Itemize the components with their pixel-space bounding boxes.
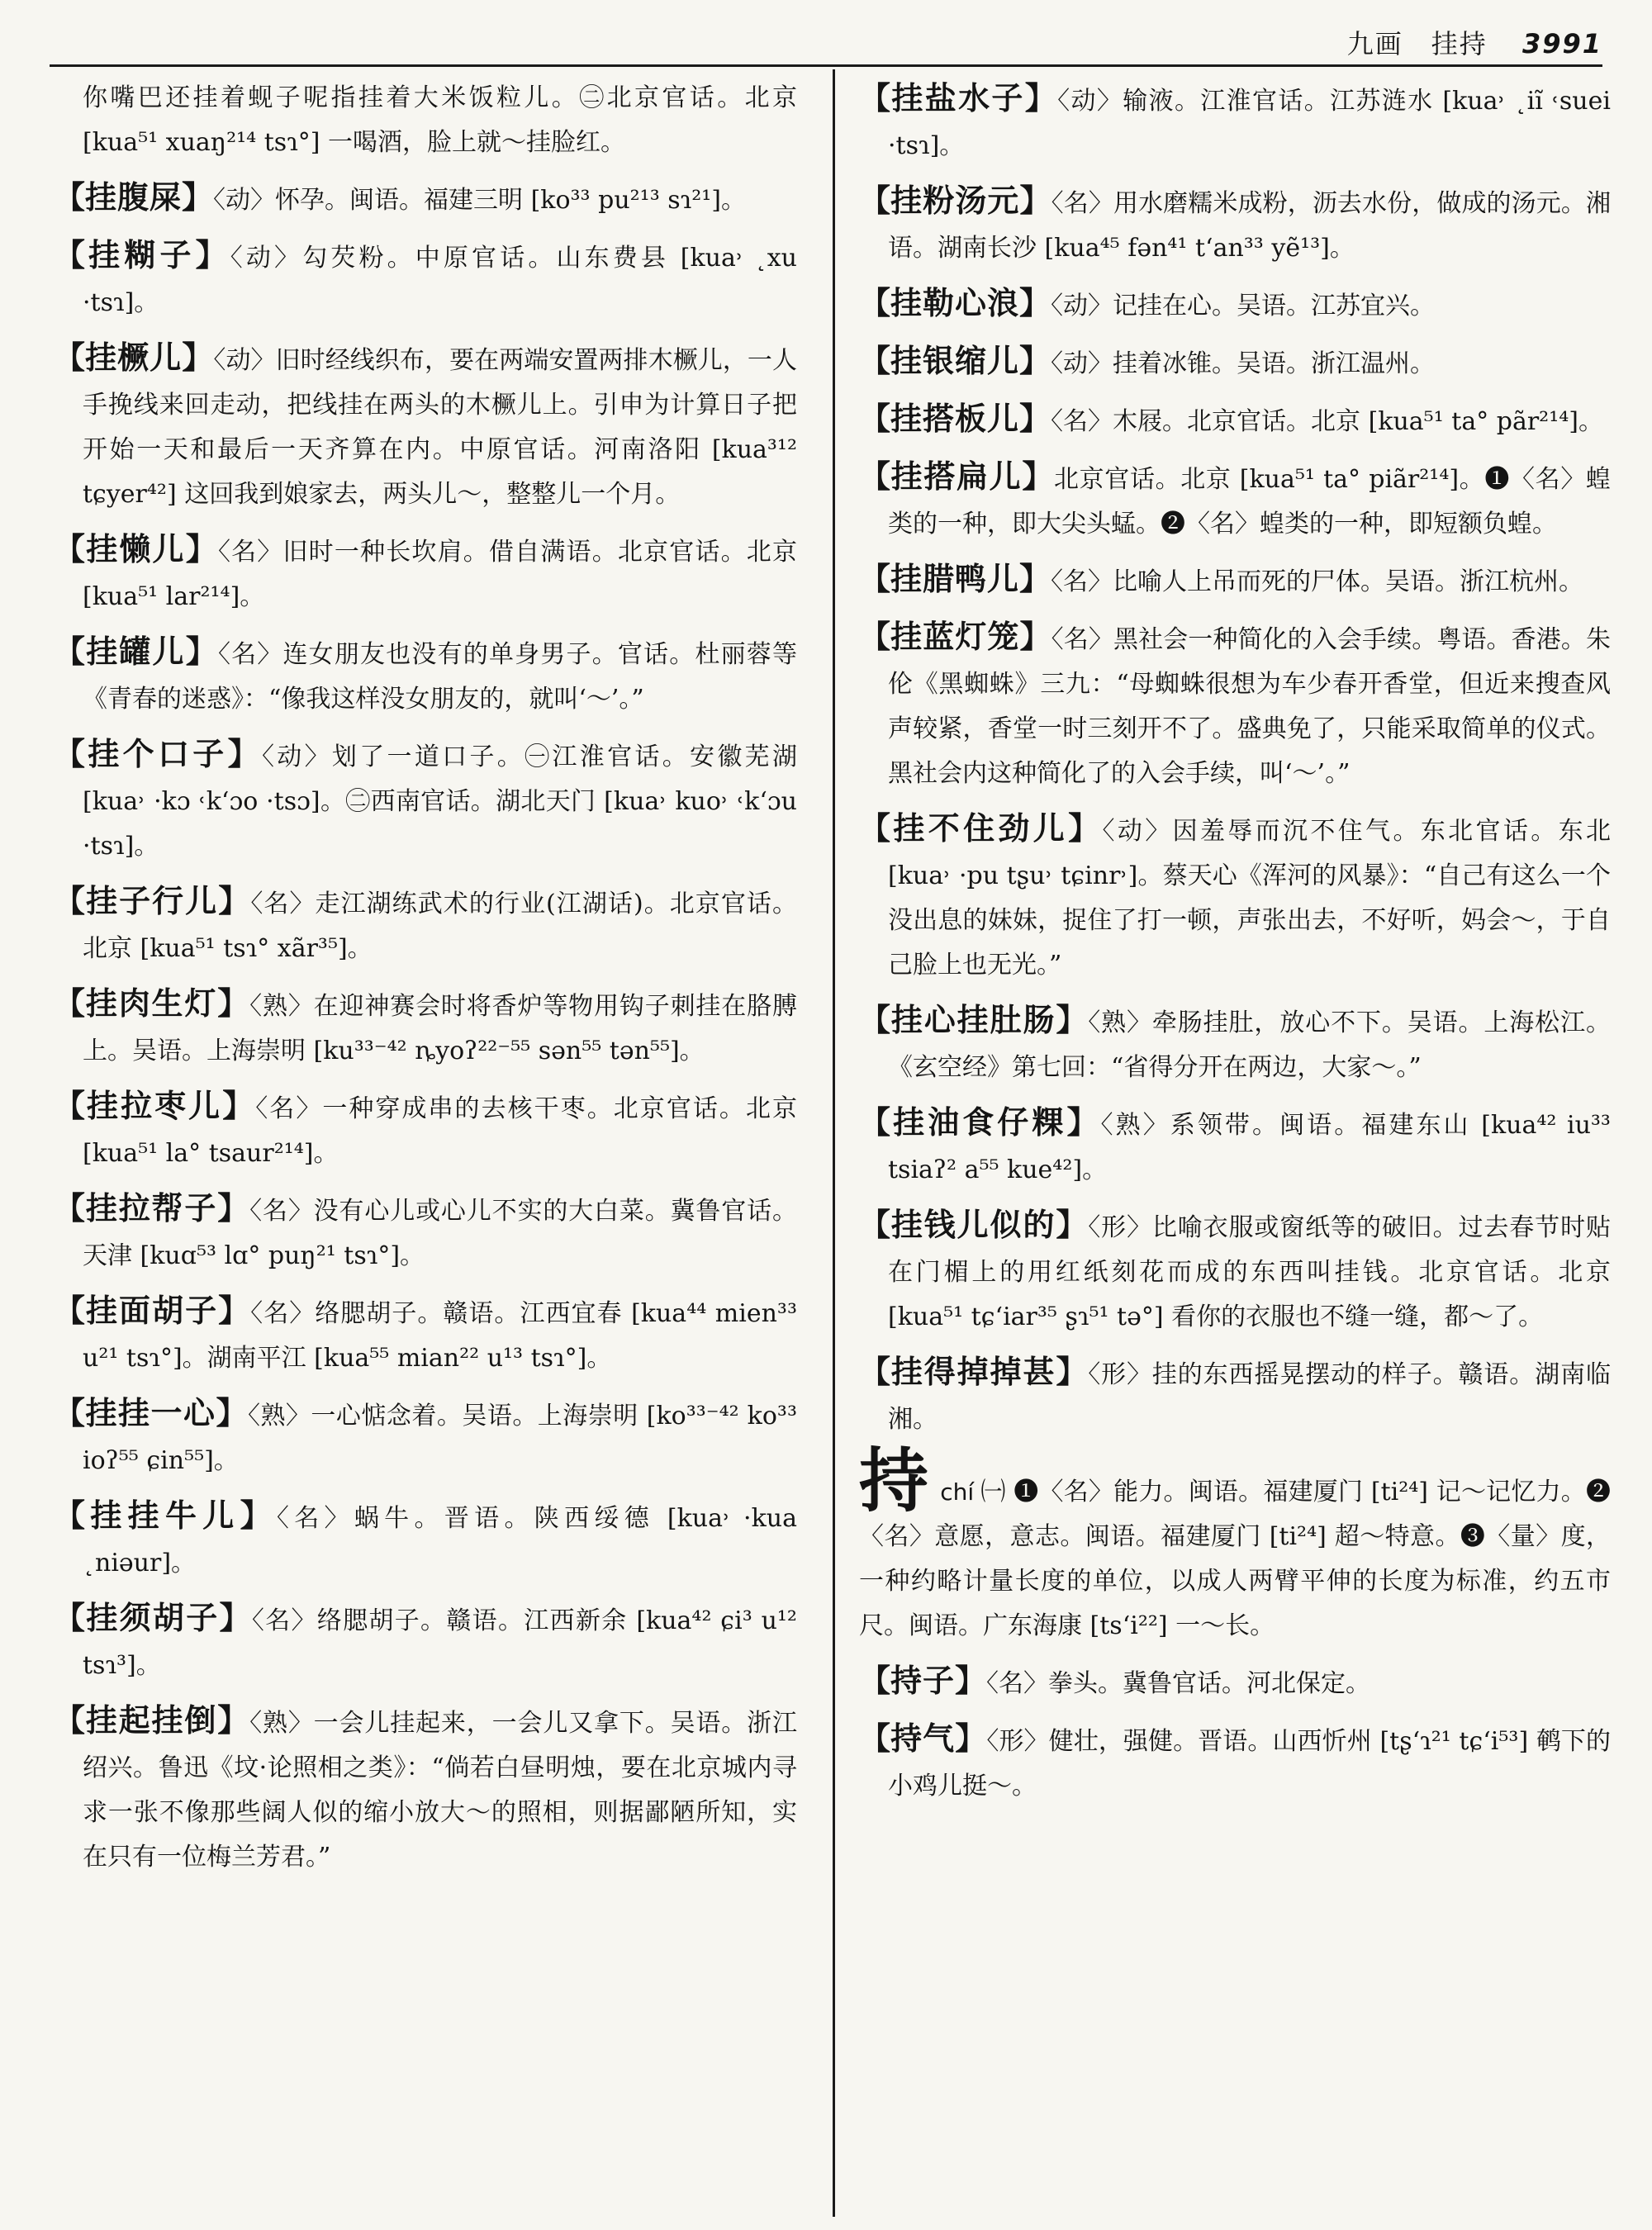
entry-definition: 〈形〉比喻衣服或窗纸等的破旧。过去春节时贴在门楣上的用红纸刻花而成的东西叫挂钱。北京官话。北京 [kua⁵¹ tɕ‘iar³⁵ ʂɿ⁵¹ tə°] 看你的衣服也不缝一缝，都～了。	[888, 1213, 1611, 1331]
headword: 挂不住劲儿	[893, 809, 1069, 847]
headword: 挂得掉掉甚	[890, 1353, 1056, 1390]
column-divider	[833, 69, 835, 2217]
running-head	[1289, 23, 1602, 61]
dictionary-entry	[54, 1698, 797, 1880]
headword-bracket-open: 【	[859, 400, 891, 437]
dictionary-entry	[859, 396, 1611, 444]
entry-definition: 〈名〉旧时一种长坎肩。借自满语。北京官话。北京 [kua⁵¹ lar²¹⁴]。	[83, 538, 797, 611]
headword-bracket-open: 【	[859, 1662, 891, 1699]
page-number: 3991	[1521, 28, 1602, 59]
headword: 挂搭扁儿	[890, 458, 1023, 495]
headword-bracket-open: 【	[859, 458, 891, 495]
dictionary-entry	[54, 233, 797, 325]
headword-bracket-open: 【	[859, 1353, 891, 1390]
headword-bracket-close: 】	[227, 735, 262, 772]
dictionary-entry	[54, 1084, 797, 1176]
headword: 挂须胡子	[86, 1599, 220, 1636]
headword-bracket-open: 【	[54, 985, 86, 1022]
headword-bracket-close: 】	[217, 1701, 250, 1739]
entry-definition: 〈动〉输液。江淮官话。江苏涟水 [kua˒ ˛iĩ ˓suei ·tsɿ]。	[888, 87, 1611, 160]
entry-definition: 〈名〉黑社会一种简化的入会手续。粤语。香港。朱伦《黑蜘蛛》三九：“母蜘蛛很想为车少春开香堂，但近来搜查风声较紧，香堂一时三刻开不了。盛典免了，只能采取简单的仪式。黑社会内这种简化了的入会手续，叫‘～’。”	[888, 625, 1611, 788]
entry-definition: 〈动〉怀孕。闽语。福建三明 [ko³³ pu²¹³ sɿ²¹]。	[213, 186, 746, 215]
headword-bracket-open: 【	[54, 1087, 88, 1124]
headword-bracket-close: 】	[1056, 1206, 1089, 1243]
headword: 挂面胡子	[86, 1292, 219, 1329]
headword-bracket-close: 】	[240, 1497, 277, 1534]
headword-bracket-close: 】	[218, 1292, 251, 1329]
headword-bracket-open: 【	[54, 1189, 86, 1226]
dictionary-entry	[54, 879, 797, 971]
headword-bracket-close: 】	[182, 178, 214, 216]
headword-bracket-open: 【	[859, 284, 891, 321]
headword-bracket-open: 【	[859, 1103, 894, 1141]
headword-bracket-open: 【	[54, 1497, 91, 1534]
dictionary-entry	[859, 454, 1611, 547]
headword: 挂盐水子	[891, 79, 1025, 116]
headword-bracket-open: 【	[54, 178, 86, 216]
entry-definition: 〈熟〉系领带。闽语。福建东山 [kua⁴² iu³³ tsiaʔ² a⁵⁵ kue⁴²]。	[888, 1111, 1611, 1184]
entry-definition: 〈动〉勾芡粉。中原官话。山东费县 [kua˒ ˛xu ·tsɿ]。	[83, 244, 797, 317]
dictionary-entry	[859, 557, 1611, 605]
dictionary-entry	[859, 281, 1611, 329]
headword-bracket-open: 【	[54, 633, 87, 670]
headword-bracket-open: 【	[859, 79, 892, 116]
entry-definition: 〈形〉健壮，强健。晋语。山西忻州 [tʂ‘ɿ²¹ tɕ‘i⁵³] 鹌下的小鸡儿挺～。	[888, 1727, 1611, 1801]
dictionary-entry	[859, 998, 1611, 1090]
headword: 挂腊鸭儿	[890, 560, 1020, 597]
entry-definition: 北京官话。北京 [kua⁵¹ ta° piãr²¹⁴]。❶〈名〉蝗类的一种，即大尖头蜢。❷〈名〉蝗类的一种，即短额负蝗。	[888, 465, 1611, 539]
dictionary-entry	[54, 527, 797, 619]
headword-bracket-open: 【	[859, 560, 891, 597]
entry-definition: 〈名〉拳头。冀鲁官话。河北保定。	[986, 1669, 1371, 1698]
headword-bracket-open: 【	[54, 882, 87, 919]
headword: 挂钱儿似的	[890, 1206, 1056, 1243]
dictionary-entry	[54, 1186, 797, 1279]
headword: 挂勒心浪	[890, 284, 1020, 321]
entry-pinyin: chí	[940, 1478, 975, 1506]
dictionary-entry	[859, 339, 1611, 387]
headword-bracket-open: 【	[859, 182, 891, 219]
headword: 挂搭板儿	[890, 400, 1020, 437]
headword-bracket-close: 】	[195, 236, 230, 273]
headword: 挂子行儿	[86, 882, 219, 919]
headword-bracket-close: 】	[217, 985, 250, 1022]
headword-bracket-close: 】	[182, 339, 214, 376]
headword: 挂腹屎	[85, 178, 183, 216]
headword-bracket-close: 】	[955, 1720, 987, 1757]
headword: 挂油食仔粿	[893, 1103, 1067, 1141]
headword: 挂拉帮子	[85, 1189, 218, 1226]
headword: 挂粉汤元	[890, 182, 1020, 219]
headword: 挂银缩儿	[890, 342, 1020, 379]
headword: 挂蓝灯笼	[890, 618, 1020, 655]
headword-bracket-close: 】	[1019, 560, 1051, 597]
header-rule	[50, 64, 1602, 67]
headword-bracket-close: 】	[216, 1394, 248, 1431]
headword-bracket-open: 【	[54, 1701, 86, 1739]
entry-definition: 〈名〉蜗牛。晋语。陕西绥德 [kua˒ ·kua ˛niəur]。	[83, 1504, 797, 1578]
headword-bracket-open: 【	[54, 236, 89, 273]
dictionary-entry	[859, 178, 1611, 271]
entry-definition: 〈熟〉一心惦念着。吴语。上海崇明 [ko³³⁻⁴² ko³³ ioʔ⁵⁵ ɕin⁵⁵]。	[83, 1402, 797, 1475]
entry-definition: ㈠ ❶〈名〉能力。闽语。福建厦门 [ti²⁴] 记～记忆力。❷〈名〉意愿，意志。闽语。福建厦门 [ti²⁴] 超～特意。❸〈量〉度，一种约略计量长度的单位，以成人两臂平伸的长度为标准，约五市尺。闽语。广东海康 [ts‘i²²] 一～长。	[859, 1478, 1611, 1640]
headword-bracket-close: 】	[218, 882, 251, 919]
left-column	[54, 76, 797, 1890]
dictionary-entry	[859, 1203, 1611, 1340]
entry-definition: 〈动〉划了一道口子。㊀江淮官话。安徽芜湖 [kua˒ ·kɔ ˓k‘ɔo ·tsɔ]。㊁西南官话。湖北天门 [kua˒ kuo˒ ˓k‘ɔu ·tsɿ]。	[83, 743, 797, 861]
headword-bracket-close: 】	[219, 1599, 252, 1636]
entry-definition: 〈名〉用水磨糯米成粉，沥去水份，做成的汤元。湘语。湖南长沙 [kua⁴⁵ fən⁴¹ t‘an³³ yẽ¹³]。	[888, 189, 1611, 263]
dictionary-entry	[54, 175, 797, 223]
dictionary-entry	[859, 1716, 1611, 1809]
dictionary-entry	[54, 732, 797, 869]
headword: 挂橛儿	[85, 339, 183, 376]
dictionary-entry	[54, 1493, 797, 1586]
headword-bracket-close: 】	[217, 1189, 250, 1226]
dictionary-entry	[54, 1288, 797, 1381]
headword-bracket-close: 】	[185, 633, 218, 670]
entry-definition: 〈形〉挂的东西摇晃摆动的样子。赣语。湖南临湘。	[888, 1360, 1611, 1434]
headword: 挂糊子	[88, 236, 196, 273]
entry-definition: 〈名〉络腮胡子。赣语。江西新余 [kua⁴² ɕi³ u¹² tsɿ³]。	[83, 1606, 797, 1680]
right-column	[859, 76, 1611, 1819]
dictionary-entry	[54, 1391, 797, 1483]
headword-bracket-open: 【	[54, 530, 87, 567]
entry-definition: 〈动〉旧时经线织布，要在两端安置两排木橛儿，一人手挽线来回走动，把线挂在两头的木橛儿上。引申为计算日子把开始一天和最后一天齐算在内。中原官话。河南洛阳 [kua³¹² tɕyer⁴²] 这回我到娘家去，两头儿～，整整儿一个月。	[83, 346, 797, 509]
entry-definition: 〈名〉一种穿成串的去核干枣。北京官话。北京 [kua⁵¹ la° tsaur²¹⁴]。	[83, 1094, 797, 1168]
headword-bracket-close: 】	[955, 1662, 987, 1699]
dictionary-entry	[859, 806, 1611, 988]
dictionary-entry	[54, 629, 797, 722]
entry-definition: 〈动〉挂着冰锥。吴语。浙江温州。	[1051, 349, 1436, 378]
section-title: 九画 挂持	[1346, 28, 1488, 59]
headword: 持子	[890, 1662, 956, 1699]
character-entry	[859, 1440, 1611, 1649]
headword-bracket-open: 【	[859, 1720, 891, 1757]
headword-bracket-close: 】	[222, 1087, 256, 1124]
headword-bracket-close: 】	[1066, 1103, 1101, 1141]
headword-bracket-open: 【	[859, 809, 894, 847]
headword: 挂起挂倒	[85, 1701, 218, 1739]
headword-bracket-open: 【	[54, 735, 88, 772]
dictionary-entry	[54, 1596, 797, 1688]
entry-definition: 〈名〉走江湖练武术的行业(江湖话)。北京官话。北京 [kua⁵¹ tsɿ° xãr³⁵]。	[83, 890, 797, 963]
entry-definition: 〈动〉记挂在心。吴语。江苏宜兴。	[1051, 292, 1436, 320]
headword-bracket-close: 】	[1019, 342, 1051, 379]
headword: 挂挂牛儿	[90, 1497, 240, 1534]
headword-bracket-close: 】	[1019, 182, 1051, 219]
headword-bracket-open: 【	[859, 1001, 891, 1038]
entry-definition: 〈名〉没有心儿或心儿不实的大白菜。冀鲁官话。天津 [kuɑ⁵³ lɑ° puŋ²¹ tsɿ°]。	[83, 1197, 797, 1270]
entry-definition: 〈名〉络腮胡子。赣语。江西宜春 [kua⁴⁴ mien³³ u²¹ tsɿ°]。湖南平江 [kua⁵⁵ mian²² u¹³ tsɿ°]。	[83, 1299, 797, 1373]
dictionary-entry	[859, 76, 1611, 168]
headword: 挂拉枣儿	[87, 1087, 223, 1124]
dictionary-entry	[859, 1658, 1611, 1706]
entry-definition: 〈名〉木屐。北京官话。北京 [kua⁵¹ ta° pãr²¹⁴]。	[1051, 407, 1603, 436]
headword-bracket-open: 【	[859, 342, 891, 379]
headword-bracket-close: 】	[1019, 400, 1051, 437]
entry-definition: 〈动〉因羞辱而沉不住气。东北官话。东北 [kua˒ ·pu tʂu˒ tɕinr˒]。蔡天心《浑河的风暴》：“自己有这么一个没出息的妹妹，捉住了打一顿，声张出去，不好听，妈会～，于自己脸上也无光。”	[888, 817, 1611, 980]
dictionary-entry	[54, 981, 797, 1074]
entry-continuation	[54, 76, 797, 165]
headword-bracket-close: 】	[1056, 1001, 1089, 1038]
headword: 挂罐儿	[86, 633, 186, 670]
headword-bracket-open: 【	[54, 339, 86, 376]
headword-bracket-close: 】	[1068, 809, 1103, 847]
dictionary-entry	[859, 1350, 1611, 1442]
headword-bracket-open: 【	[54, 1292, 87, 1329]
entry-definition: 〈熟〉在迎神赛会时将香炉等物用钩子刺挂在胳膊上。吴语。上海崇明 [ku³³⁻⁴² ȵyoʔ²²⁻⁵⁵ sən⁵⁵ tən⁵⁵]。	[83, 992, 797, 1065]
dictionary-entry	[859, 614, 1611, 796]
headword-bracket-close: 】	[1019, 284, 1051, 321]
dictionary-entry	[54, 335, 797, 517]
headword: 持气	[890, 1720, 956, 1757]
dictionary-entry	[859, 1100, 1611, 1193]
headword-bracket-close: 】	[1022, 458, 1054, 495]
entry-definition: 〈名〉连女朋友也没有的单身男子。官话。杜丽蓉等《青春的迷惑》：“像我这样没女朋友的，就叫‘～’。”	[83, 640, 797, 714]
headword: 挂挂一心	[85, 1394, 216, 1431]
headword: 挂懒儿	[86, 530, 186, 567]
entry-definition: 〈名〉比喻人上吊而死的尸体。吴语。浙江杭州。	[1051, 567, 1584, 596]
entry-character: 持	[859, 1440, 929, 1521]
headword-bracket-close: 】	[185, 530, 218, 567]
headword-bracket-open: 【	[54, 1599, 87, 1636]
headword: 挂心挂肚肠	[890, 1001, 1056, 1038]
headword-bracket-open: 【	[859, 618, 891, 655]
headword-bracket-close: 】	[1019, 618, 1051, 655]
headword-bracket-close: 】	[1024, 79, 1058, 116]
headword-bracket-close: 】	[1056, 1353, 1089, 1390]
headword: 挂肉生灯	[85, 985, 218, 1022]
entry-definition: 〈熟〉牵肠挂肚，放心不下。吴语。上海松江。《玄空经》第七回：“省得分开在两边，大家～。”	[888, 1008, 1611, 1082]
entry-definition: 〈熟〉一会儿挂起来，一会儿又拿下。吴语。浙江绍兴。鲁迅《坟·论照相之类》：“倘若白昼明烛，要在北京城内寻求一张不像那些阔人似的缩小放大～的照相，则据鄙陋所知，实在只有一位梅兰芳君。”	[83, 1709, 797, 1872]
entry-definition: 你嘴巴还挂着蚬子呢指挂着大米饭粒儿。㊁北京官话。北京 [kua⁵¹ xuaŋ²¹⁴ tsɿ°] 一喝酒，脸上就～挂脸红。	[83, 83, 797, 157]
headword: 挂个口子	[88, 735, 228, 772]
headword-bracket-open: 【	[859, 1206, 891, 1243]
headword-bracket-open: 【	[54, 1394, 86, 1431]
